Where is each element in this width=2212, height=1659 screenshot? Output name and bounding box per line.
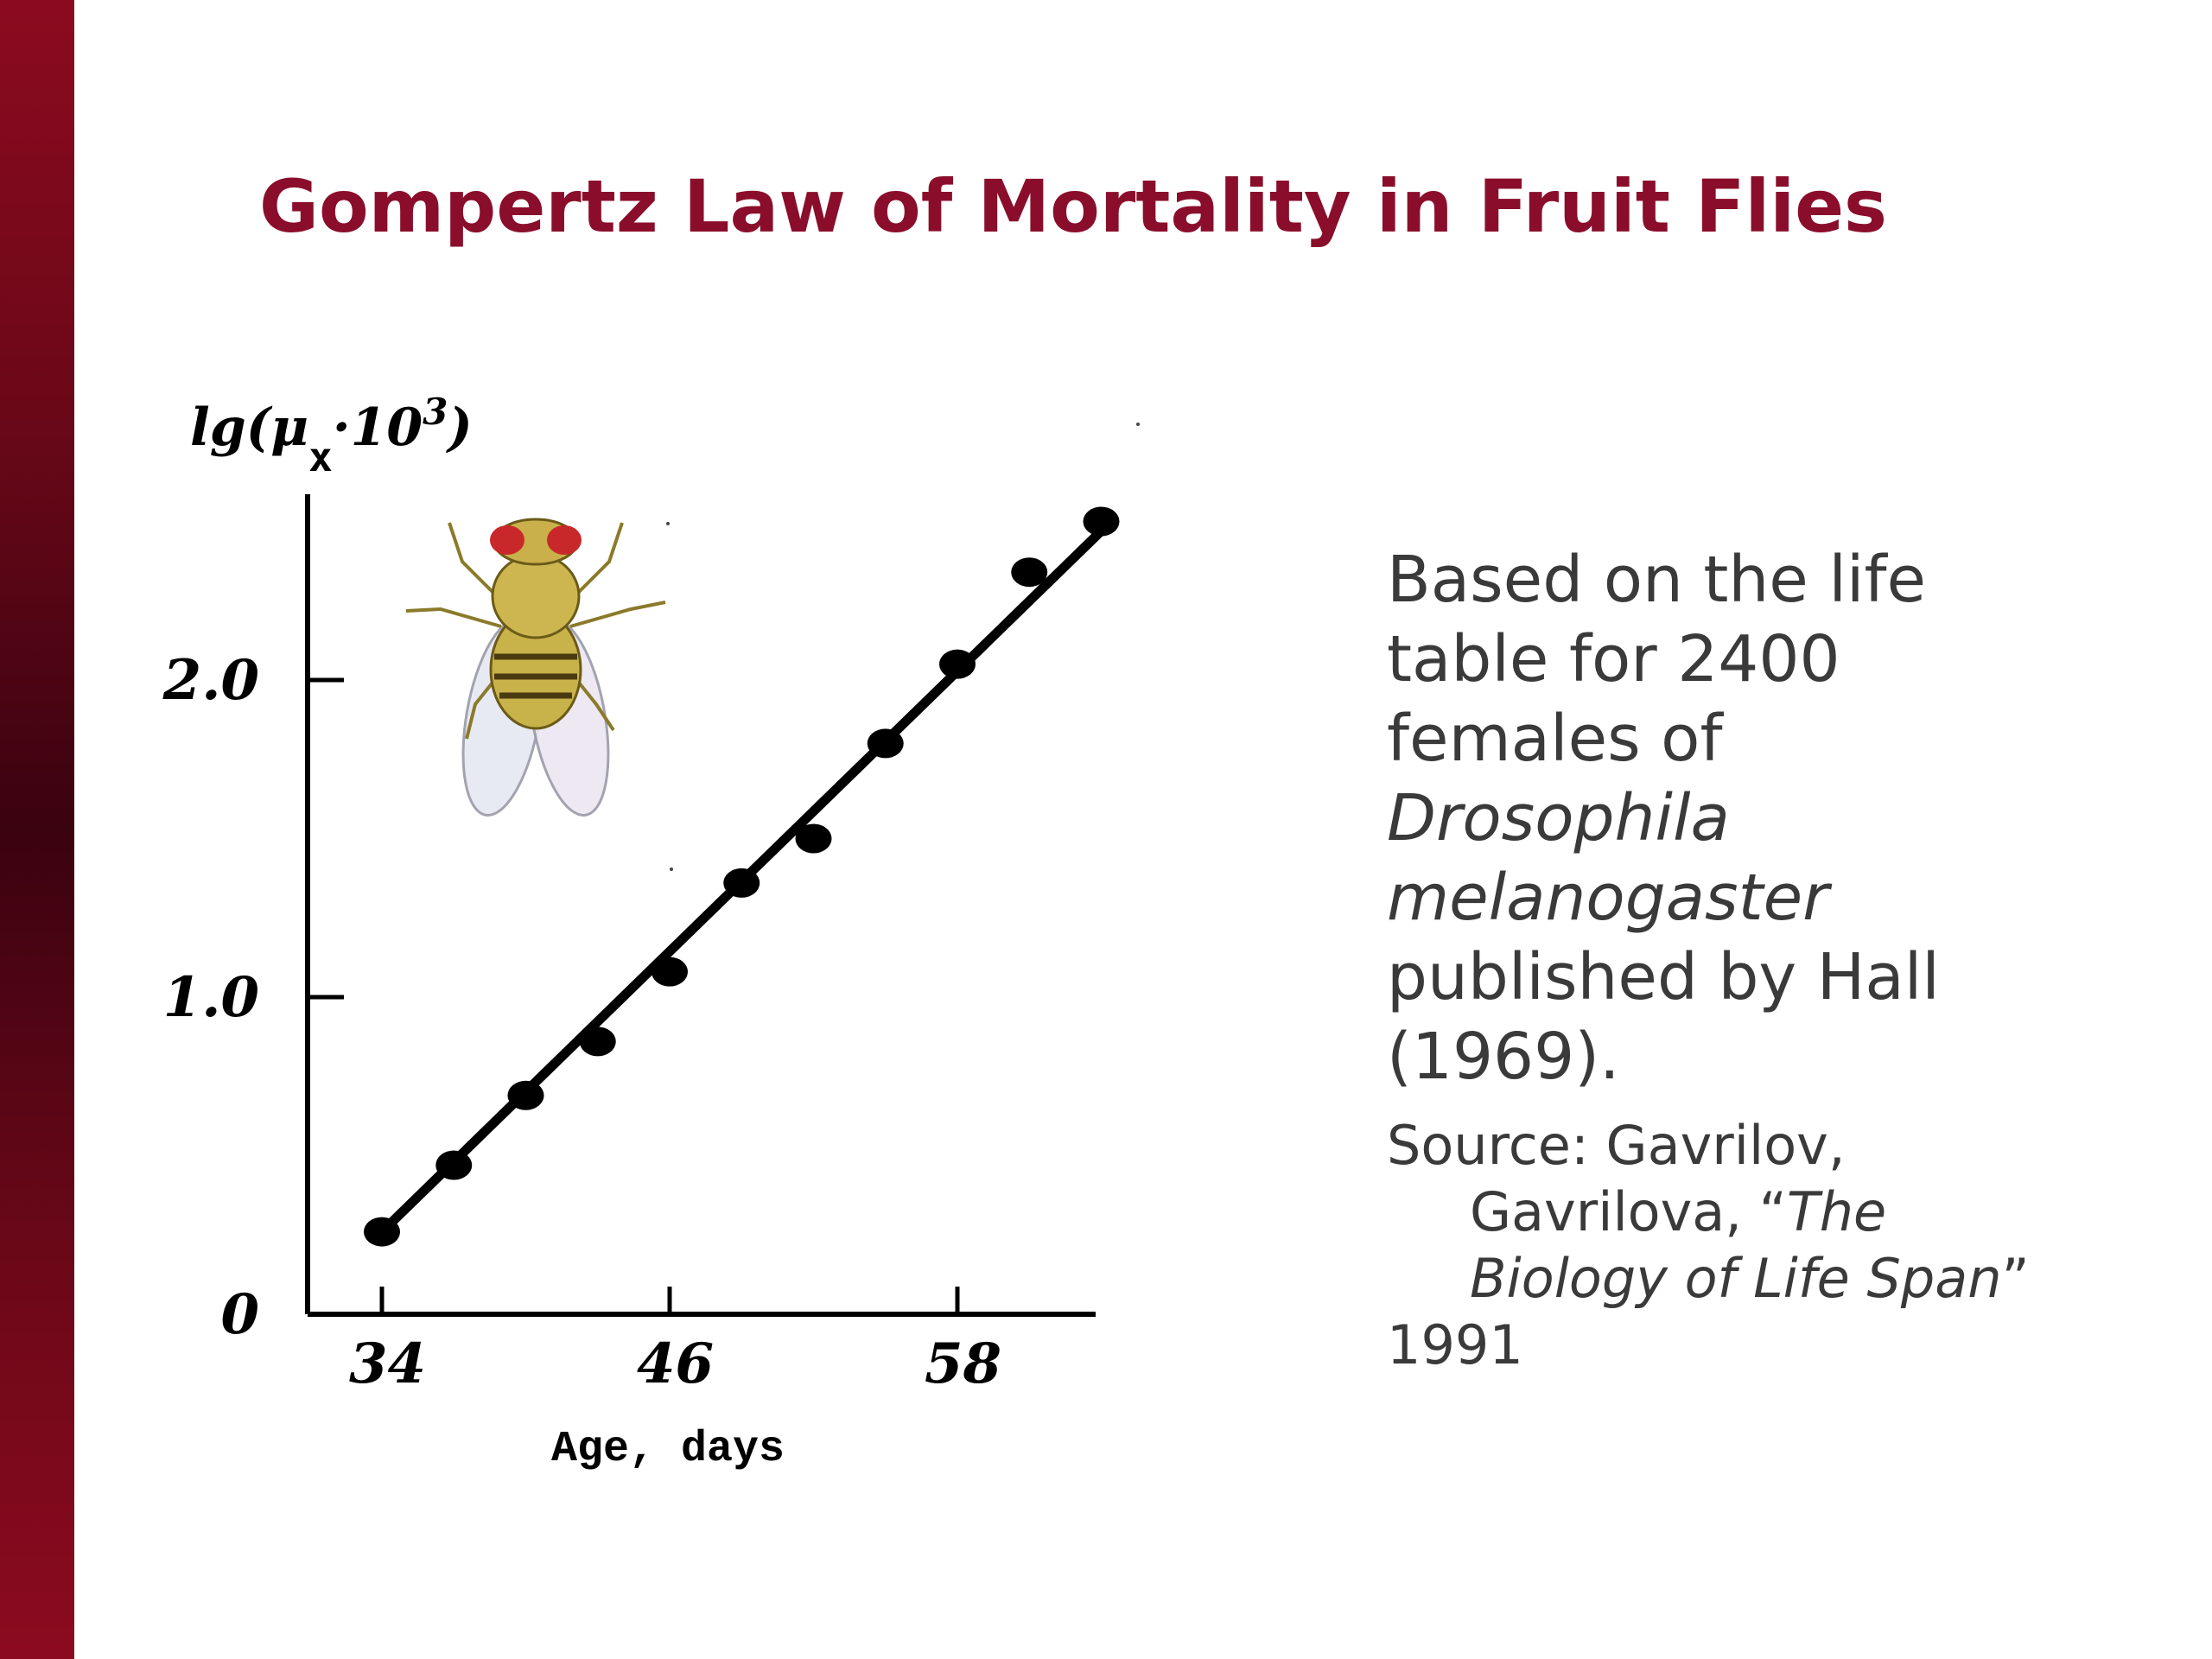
y-tick-label: 2.0 [162, 648, 259, 713]
y-tick-label: 0 [220, 1282, 259, 1347]
description-line: Based on the life [1387, 543, 1927, 617]
data-point [796, 824, 832, 854]
source-text: Gavrilova, “ [1470, 1180, 1787, 1243]
data-point [652, 957, 688, 987]
source-year: 1991 [1387, 1313, 1523, 1376]
x-axis-title: Age, days [550, 1425, 785, 1474]
source-book-title: Biology of Life Span [1470, 1247, 2002, 1310]
y-axis-title-superscript: 3 [423, 391, 448, 433]
description-species-genus: Drosophila [1387, 781, 1730, 855]
source-citation [1387, 1112, 2164, 1378]
data-point [1084, 507, 1120, 537]
y-axis-title-middle: ·10 [332, 397, 423, 458]
data-point [364, 1217, 400, 1247]
data-point [580, 1027, 616, 1056]
description-line: published by Hall [1387, 940, 1940, 1014]
description-species-name: melanogaster [1387, 861, 1829, 935]
description-line: table for 2400 [1387, 622, 1840, 696]
description-line: females of [1387, 702, 1723, 776]
source-book-title-start: The [1786, 1180, 1887, 1243]
y-axis-title-subscript: x [308, 434, 333, 480]
life-table-description [1387, 540, 2164, 1096]
speck-mark [666, 522, 670, 525]
y-tick-label: 1.0 [162, 965, 259, 1030]
speck-mark [1136, 423, 1140, 426]
description-line: (1969). [1387, 1020, 1620, 1094]
data-point [939, 650, 976, 679]
x-tick-label: 58 [925, 1332, 1002, 1396]
y-axis-title-prefix: lg(μ [190, 397, 309, 458]
slide-title: Gompertz Law of Mortality in Fruit Flies [259, 164, 1888, 249]
data-point [435, 1151, 472, 1180]
data-point [723, 868, 760, 898]
y-axis-title [190, 391, 473, 480]
fruit-fly-icon [406, 519, 665, 822]
y-axis-title-suffix: ) [448, 397, 473, 458]
x-tick-label: 34 [349, 1332, 427, 1396]
source-text: Source: Gavrilov, [1387, 1114, 1846, 1177]
description-panel [1387, 540, 2164, 1378]
data-point [868, 728, 904, 758]
x-tick-label: 46 [637, 1332, 715, 1396]
data-point [1011, 557, 1047, 587]
source-quote-close: ” [2001, 1247, 2030, 1310]
data-point [508, 1081, 544, 1110]
speck-mark [670, 868, 673, 871]
